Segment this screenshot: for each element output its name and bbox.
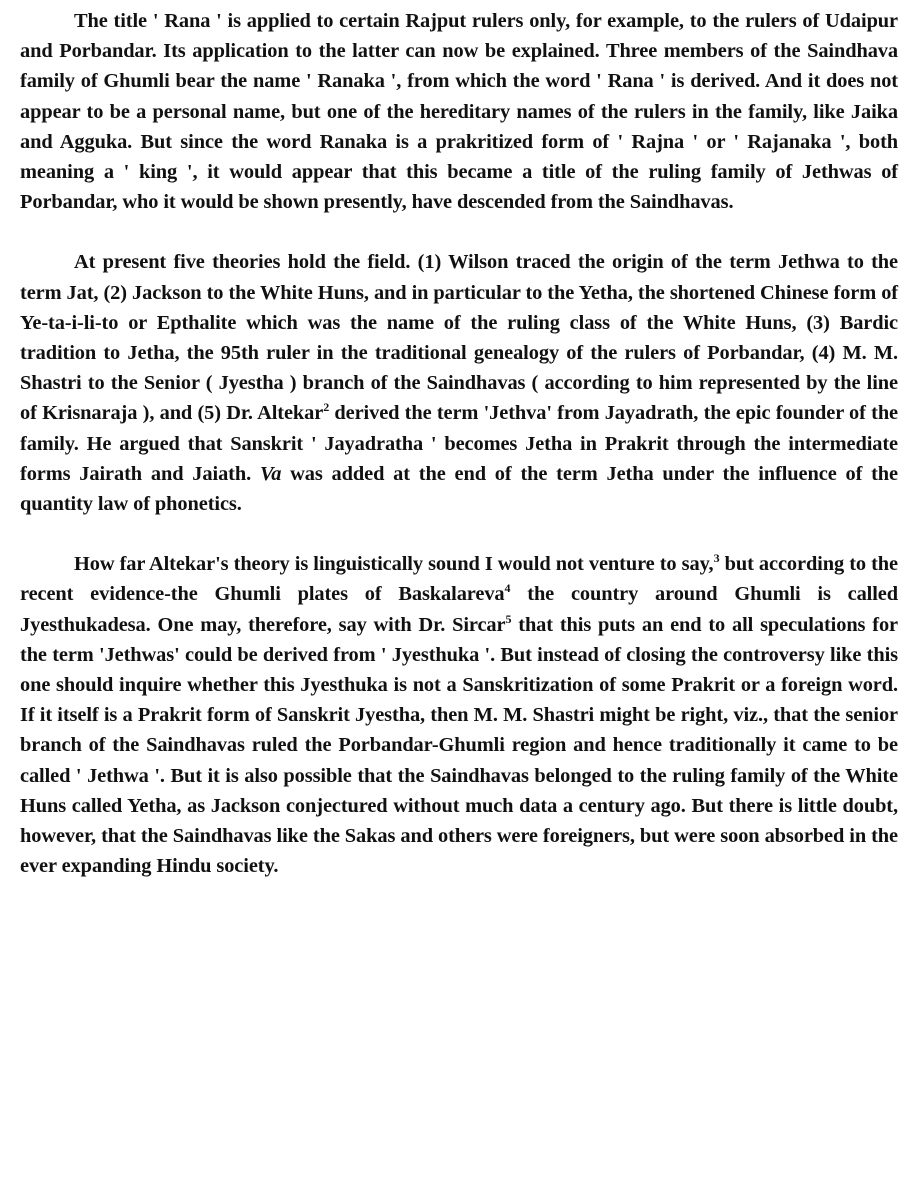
paragraph-text: that this puts an end to all speculations for the term 'Jethwas' could be derived from ' Jyesthuka '. But instead of closing the controversy like this one should inquire whether this Jyesthuka is not a Sanskritization of some Prakrit or a foreign word. If it itself is a Prakrit form of Sanskrit Jyestha, then M. M. Shastri might be right, viz., that the senior branch of the Saindhavas ruled the Porbandar-Ghumli region and hence traditionally it came to be called ' Jethwa '. But it is also possible that the Saindhavas belonged to the ruling family of the White Huns called Yetha, as Jackson conjectured without much data a century ago. But there is little doubt, however, that the Saindhavas like the Sakas and others were foreigners, but were soon absorbed in the ever expanding Hindu society. [20,613,898,878]
footnote-marker: 4 [504,581,511,596]
paragraph-text: was added at the end of the term Jetha under the influence of the quantity law of phonetics. [20,462,899,516]
paragraph-text: How far Altekar's theory is linguistically sound I would not venture to say, [74,553,714,576]
paragraph-rana-title [20,6,898,217]
paragraph-altekar-theory [20,549,898,881]
paragraph-five-theories [20,247,898,519]
italic-term: Va [259,462,282,485]
footnote-marker: 2 [323,400,330,415]
paragraph-text: the country around Ghumli is called Jyesthukadesa. One may, therefore, say with Dr. Sircar [20,583,898,636]
footnote-marker: 3 [713,551,720,566]
paragraph-text: but according to the recent evidence-the Ghumli plates of Baskalareva [20,553,899,606]
paragraph-text: The title ' Rana ' is applied to certain Rajput rulers only, for example, to the rulers of Udaipur and Porbandar. Its application to the latter can now be explained. Three members of the Saindhava family of Ghumli bear the name ' Ranaka ', from which the word ' Rana ' is derived. And it does not appear to be a personal name, but one of the hereditary names of the rulers in the family, like Jaika and Agguka. But since the word Ranaka is a prakritized form of ' Rajna ' or ' Rajanaka ', both meaning a ' king ', it would appear that this became a title of the ruling family of Jethwas of Porbandar, who it would be shown presently, have descended from the Saindhavas. [20,10,898,214]
paragraph-text: At present five theories hold the field. (1) Wilson traced the origin of the term Jethwa to the term Jat, (2) Jackson to the White Huns, and in particular to the Yetha, the shortened Chinese form of Ye-ta-i-li-to or Epthalite which was the name of the ruling class of the White Huns, (3) Bardic tradition to Jetha, the 95th ruler in the traditional genealogy of the rulers of Porbandar, (4) M. M. Shastri to the Senior ( Jyestha ) branch of the Saindhavas ( according to him represented by the line of Krisnaraja ), and (5) Dr. Altekar [20,251,898,425]
paragraph-text: derived the term 'Jethva' from Jayadrath, the epic founder of the family. He argued that Sanskrit ' Jayadratha ' becomes Jetha in Prakrit through the intermediate forms Jairath and Jaiath. [20,402,899,485]
footnote-marker: 5 [505,611,512,626]
